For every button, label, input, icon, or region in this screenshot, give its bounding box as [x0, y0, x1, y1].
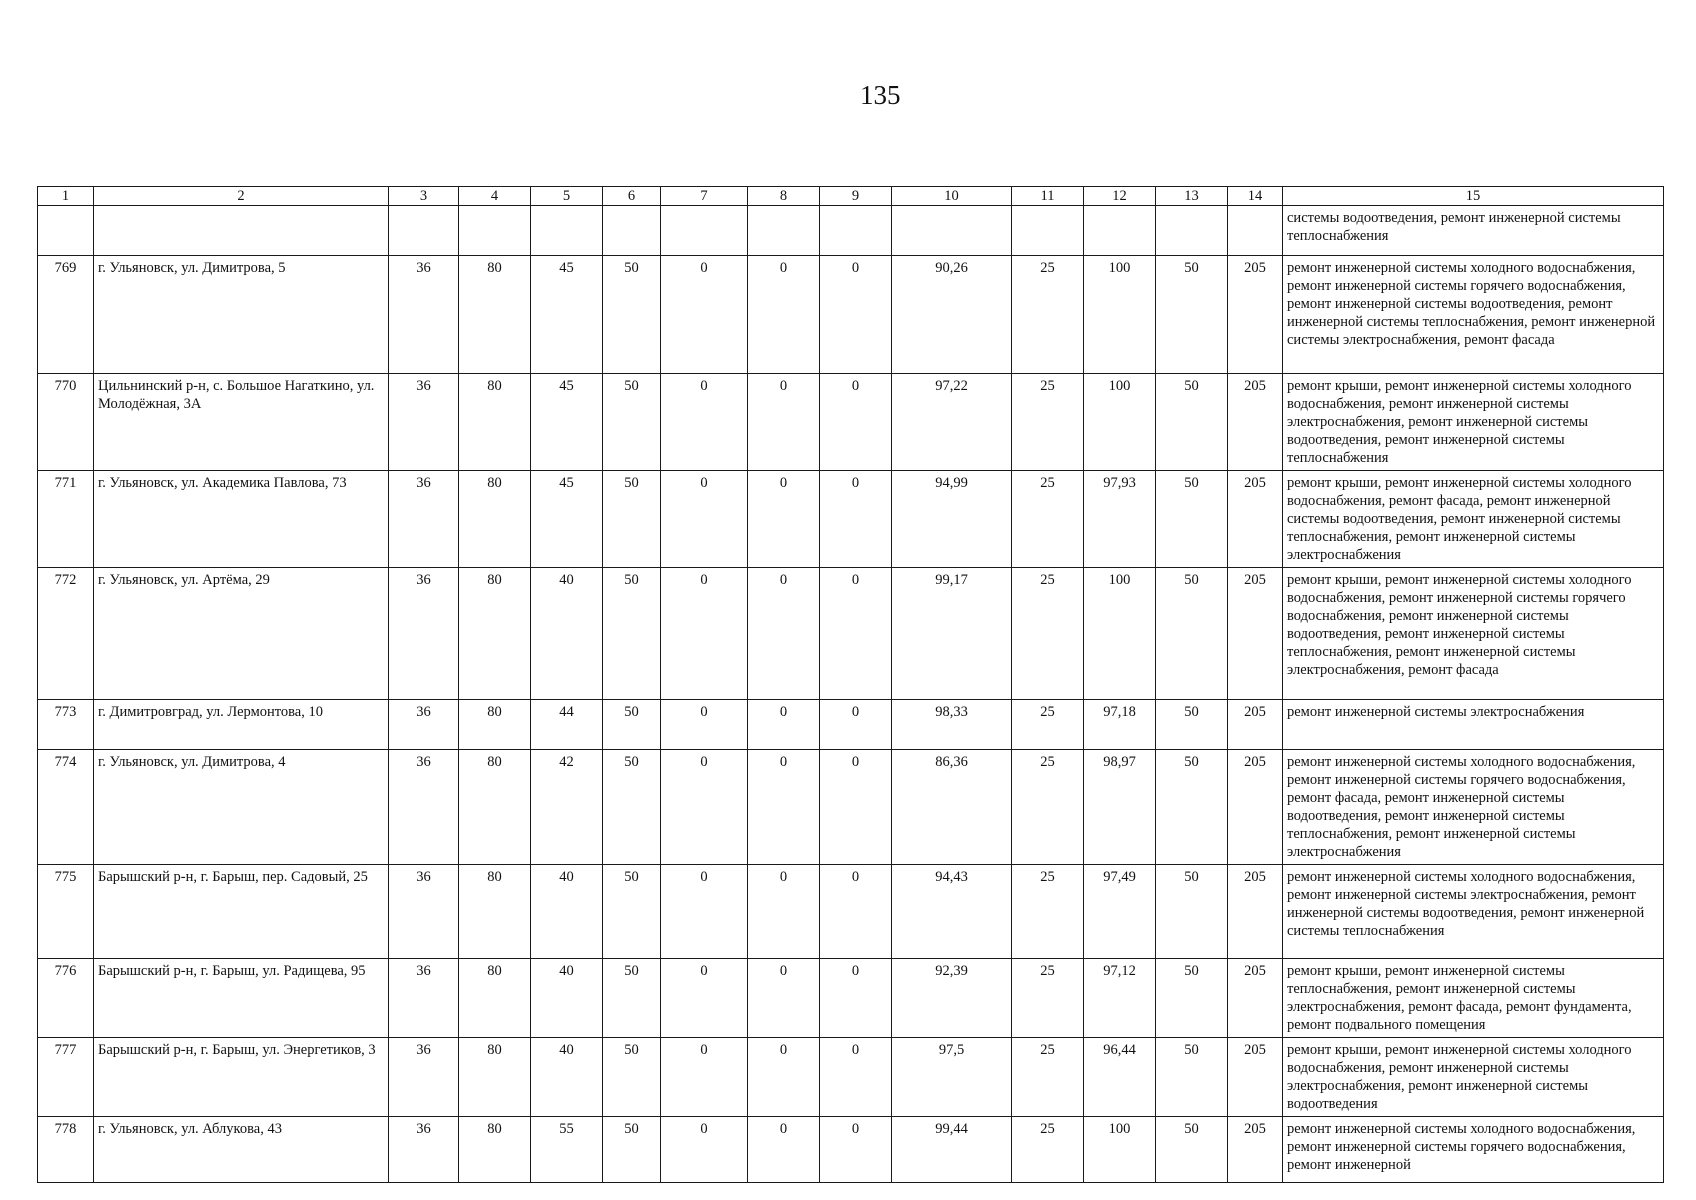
work-description: ремонт крыши, ремонт инженерной системы теплоснабжения, ремонт инженерной системы электроснабжения, ремонт фасада, ремонт фундамента, ремонт подвального помещения [1283, 959, 1664, 1038]
value-cell: 45 [531, 471, 603, 568]
value-cell: 36 [389, 374, 459, 471]
value-cell: 25 [1012, 256, 1084, 374]
value-cell: 99,17 [892, 568, 1012, 700]
row-number: 770 [38, 374, 94, 471]
value-cell: 205 [1228, 865, 1283, 959]
value-cell: 80 [459, 750, 531, 865]
value-cell: 0 [748, 865, 820, 959]
value-cell: 0 [661, 1117, 748, 1183]
value-cell: 0 [661, 700, 748, 750]
work-description: ремонт крыши, ремонт инженерной системы холодного водоснабжения, ремонт инженерной системы горячего водоснабжения, ремонт инженерной системы водоотведения, ремонт инженерной системы теплоснабжения, ремонт инженерной системы электроснабжения, ремонт фасада [1283, 568, 1664, 700]
column-header: 5 [531, 187, 603, 206]
value-cell: 40 [531, 1038, 603, 1117]
value-cell: 36 [389, 256, 459, 374]
value-cell: 80 [459, 1038, 531, 1117]
value-cell: 0 [661, 256, 748, 374]
table-row [38, 865, 1664, 959]
row-number: 775 [38, 865, 94, 959]
value-cell: 25 [1012, 700, 1084, 750]
column-header: 12 [1084, 187, 1156, 206]
value-cell: 0 [820, 568, 892, 700]
value-cell: 50 [603, 374, 661, 471]
value-cell: 55 [531, 1117, 603, 1183]
column-number-row [38, 187, 1664, 206]
row-number: 774 [38, 750, 94, 865]
value-cell: 99,44 [892, 1117, 1012, 1183]
value-cell: 0 [661, 374, 748, 471]
continuation-row [38, 206, 1664, 256]
page-number: 135 [860, 80, 901, 110]
value-cell: 50 [1156, 700, 1228, 750]
value-cell: 86,36 [892, 750, 1012, 865]
value-cell: 0 [820, 471, 892, 568]
value-cell: 50 [1156, 750, 1228, 865]
value-cell: 0 [820, 1117, 892, 1183]
value-cell: 50 [603, 959, 661, 1038]
value-cell: 94,43 [892, 865, 1012, 959]
value-cell: 205 [1228, 568, 1283, 700]
value-cell: 97,18 [1084, 700, 1156, 750]
value-cell: 44 [531, 700, 603, 750]
work-description: ремонт инженерной системы электроснабжения [1283, 700, 1664, 750]
column-header: 10 [892, 187, 1012, 206]
value-cell: 0 [748, 568, 820, 700]
value-cell: 25 [1012, 1038, 1084, 1117]
value-cell: 0 [748, 1038, 820, 1117]
value-cell: 205 [1228, 700, 1283, 750]
value-cell: 205 [1228, 374, 1283, 471]
value-cell: 0 [748, 959, 820, 1038]
value-cell: 25 [1012, 959, 1084, 1038]
value-cell: 36 [389, 959, 459, 1038]
value-cell: 0 [748, 256, 820, 374]
column-header: 14 [1228, 187, 1283, 206]
work-description: ремонт крыши, ремонт инженерной системы холодного водоснабжения, ремонт инженерной системы электроснабжения, ремонт инженерной системы водоотведения [1283, 1038, 1664, 1117]
work-description: ремонт инженерной системы холодного водоснабжения, ремонт инженерной системы электроснабжения, ремонт инженерной системы водоотведения, ремонт инженерной системы теплоснабжения [1283, 865, 1664, 959]
work-description: системы водоотведения, ремонт инженерной системы теплоснабжения [1283, 206, 1664, 256]
value-cell: 100 [1084, 1117, 1156, 1183]
table-row [38, 750, 1664, 865]
value-cell: 0 [820, 256, 892, 374]
value-cell: 0 [748, 374, 820, 471]
value-cell: 97,12 [1084, 959, 1156, 1038]
table-row [38, 959, 1664, 1038]
value-cell: 0 [661, 1038, 748, 1117]
value-cell: 25 [1012, 374, 1084, 471]
row-number: 772 [38, 568, 94, 700]
column-header: 1 [38, 187, 94, 206]
value-cell: 50 [603, 568, 661, 700]
value-cell: 50 [603, 865, 661, 959]
value-cell: 25 [1012, 471, 1084, 568]
value-cell: 50 [1156, 959, 1228, 1038]
value-cell: 0 [748, 750, 820, 865]
address-cell: г. Ульяновск, ул. Аблукова, 43 [94, 1117, 389, 1183]
value-cell: 97,22 [892, 374, 1012, 471]
value-cell: 98,33 [892, 700, 1012, 750]
value-cell: 50 [603, 750, 661, 865]
column-header: 13 [1156, 187, 1228, 206]
value-cell: 0 [661, 959, 748, 1038]
value-cell: 0 [661, 568, 748, 700]
value-cell: 80 [459, 865, 531, 959]
value-cell: 42 [531, 750, 603, 865]
value-cell: 25 [1012, 750, 1084, 865]
table-row [38, 256, 1664, 374]
column-header: 3 [389, 187, 459, 206]
value-cell: 80 [459, 374, 531, 471]
value-cell: 205 [1228, 1117, 1283, 1183]
address-cell: г. Ульяновск, ул. Артёма, 29 [94, 568, 389, 700]
value-cell: 80 [459, 471, 531, 568]
value-cell: 80 [459, 568, 531, 700]
value-cell: 90,26 [892, 256, 1012, 374]
value-cell: 40 [531, 959, 603, 1038]
row-number: 773 [38, 700, 94, 750]
column-header: 15 [1283, 187, 1664, 206]
value-cell: 50 [1156, 256, 1228, 374]
value-cell: 36 [389, 700, 459, 750]
value-cell: 0 [748, 1117, 820, 1183]
value-cell: 50 [603, 700, 661, 750]
value-cell: 0 [661, 471, 748, 568]
work-description: ремонт крыши, ремонт инженерной системы холодного водоснабжения, ремонт инженерной системы электроснабжения, ремонт инженерной системы водоотведения, ремонт инженерной системы теплоснабжения [1283, 374, 1664, 471]
value-cell: 80 [459, 256, 531, 374]
value-cell: 97,5 [892, 1038, 1012, 1117]
value-cell: 36 [389, 471, 459, 568]
value-cell: 50 [1156, 568, 1228, 700]
value-cell: 100 [1084, 568, 1156, 700]
value-cell: 92,39 [892, 959, 1012, 1038]
value-cell: 205 [1228, 750, 1283, 865]
value-cell: 0 [661, 865, 748, 959]
value-cell: 205 [1228, 959, 1283, 1038]
value-cell: 205 [1228, 256, 1283, 374]
address-cell: г. Ульяновск, ул. Димитрова, 4 [94, 750, 389, 865]
value-cell: 25 [1012, 865, 1084, 959]
column-header: 2 [94, 187, 389, 206]
value-cell: 100 [1084, 374, 1156, 471]
value-cell: 50 [603, 471, 661, 568]
value-cell: 50 [1156, 471, 1228, 568]
column-header: 9 [820, 187, 892, 206]
value-cell: 80 [459, 700, 531, 750]
work-description: ремонт инженерной системы холодного водоснабжения, ремонт инженерной системы горячего водоснабжения, ремонт инженерной [1283, 1117, 1664, 1183]
value-cell: 0 [820, 959, 892, 1038]
table-row [38, 1038, 1664, 1117]
column-header: 11 [1012, 187, 1084, 206]
value-cell: 50 [1156, 374, 1228, 471]
value-cell: 0 [820, 700, 892, 750]
value-cell: 80 [459, 1117, 531, 1183]
table-row [38, 471, 1664, 568]
value-cell: 50 [1156, 1038, 1228, 1117]
value-cell: 36 [389, 1038, 459, 1117]
value-cell: 96,44 [1084, 1038, 1156, 1117]
value-cell: 36 [389, 568, 459, 700]
address-cell: Барышский р-н, г. Барыш, ул. Энергетиков, 3 [94, 1038, 389, 1117]
column-header: 4 [459, 187, 531, 206]
value-cell: 50 [603, 256, 661, 374]
row-number: 769 [38, 256, 94, 374]
value-cell: 45 [531, 374, 603, 471]
work-description: ремонт крыши, ремонт инженерной системы холодного водоснабжения, ремонт фасада, ремонт инженерной системы водоотведения, ремонт инженерной системы теплоснабжения, ремонт инженерной системы электроснабжения [1283, 471, 1664, 568]
column-header: 8 [748, 187, 820, 206]
value-cell: 0 [820, 865, 892, 959]
value-cell: 0 [748, 471, 820, 568]
value-cell: 94,99 [892, 471, 1012, 568]
work-description: ремонт инженерной системы холодного водоснабжения, ремонт инженерной системы горячего водоснабжения, ремонт фасада, ремонт инженерной системы водоотведения, ремонт инженерной системы теплоснабжения, ремонт инженерной системы электроснабжения [1283, 750, 1664, 865]
address-cell: г. Ульяновск, ул. Академика Павлова, 73 [94, 471, 389, 568]
value-cell: 36 [389, 750, 459, 865]
value-cell: 50 [1156, 865, 1228, 959]
value-cell: 0 [748, 700, 820, 750]
table-row [38, 374, 1664, 471]
value-cell: 40 [531, 865, 603, 959]
value-cell: 98,97 [1084, 750, 1156, 865]
column-header: 6 [603, 187, 661, 206]
table-row [38, 568, 1664, 700]
value-cell: 36 [389, 865, 459, 959]
value-cell: 36 [389, 1117, 459, 1183]
address-cell: Цильнинский р-н, с. Большое Нагаткино, ул. Молодёжная, 3А [94, 374, 389, 471]
address-cell: г. Ульяновск, ул. Димитрова, 5 [94, 256, 389, 374]
value-cell: 40 [531, 568, 603, 700]
row-number: 771 [38, 471, 94, 568]
address-cell: г. Димитровград, ул. Лермонтова, 10 [94, 700, 389, 750]
row-number: 777 [38, 1038, 94, 1117]
value-cell: 50 [603, 1117, 661, 1183]
value-cell: 50 [603, 1038, 661, 1117]
value-cell: 0 [820, 374, 892, 471]
address-cell: Барышский р-н, г. Барыш, ул. Радищева, 95 [94, 959, 389, 1038]
work-description: ремонт инженерной системы холодного водоснабжения, ремонт инженерной системы горячего водоснабжения, ремонт инженерной системы водоотведения, ремонт инженерной системы теплоснабжения, ремонт инженерной системы электроснабжения, ремонт фасада [1283, 256, 1664, 374]
value-cell: 45 [531, 256, 603, 374]
column-header: 7 [661, 187, 748, 206]
value-cell: 0 [661, 750, 748, 865]
value-cell: 50 [1156, 1117, 1228, 1183]
repair-table [37, 186, 1664, 1183]
value-cell: 80 [459, 959, 531, 1038]
value-cell: 0 [820, 1038, 892, 1117]
value-cell: 25 [1012, 568, 1084, 700]
value-cell: 205 [1228, 1038, 1283, 1117]
row-number: 776 [38, 959, 94, 1038]
table-row [38, 700, 1664, 750]
row-number: 778 [38, 1117, 94, 1183]
value-cell: 97,93 [1084, 471, 1156, 568]
value-cell: 97,49 [1084, 865, 1156, 959]
address-cell: Барышский р-н, г. Барыш, пер. Садовый, 25 [94, 865, 389, 959]
value-cell: 25 [1012, 1117, 1084, 1183]
value-cell: 205 [1228, 471, 1283, 568]
value-cell: 0 [820, 750, 892, 865]
value-cell: 100 [1084, 256, 1156, 374]
table-row [38, 1117, 1664, 1183]
